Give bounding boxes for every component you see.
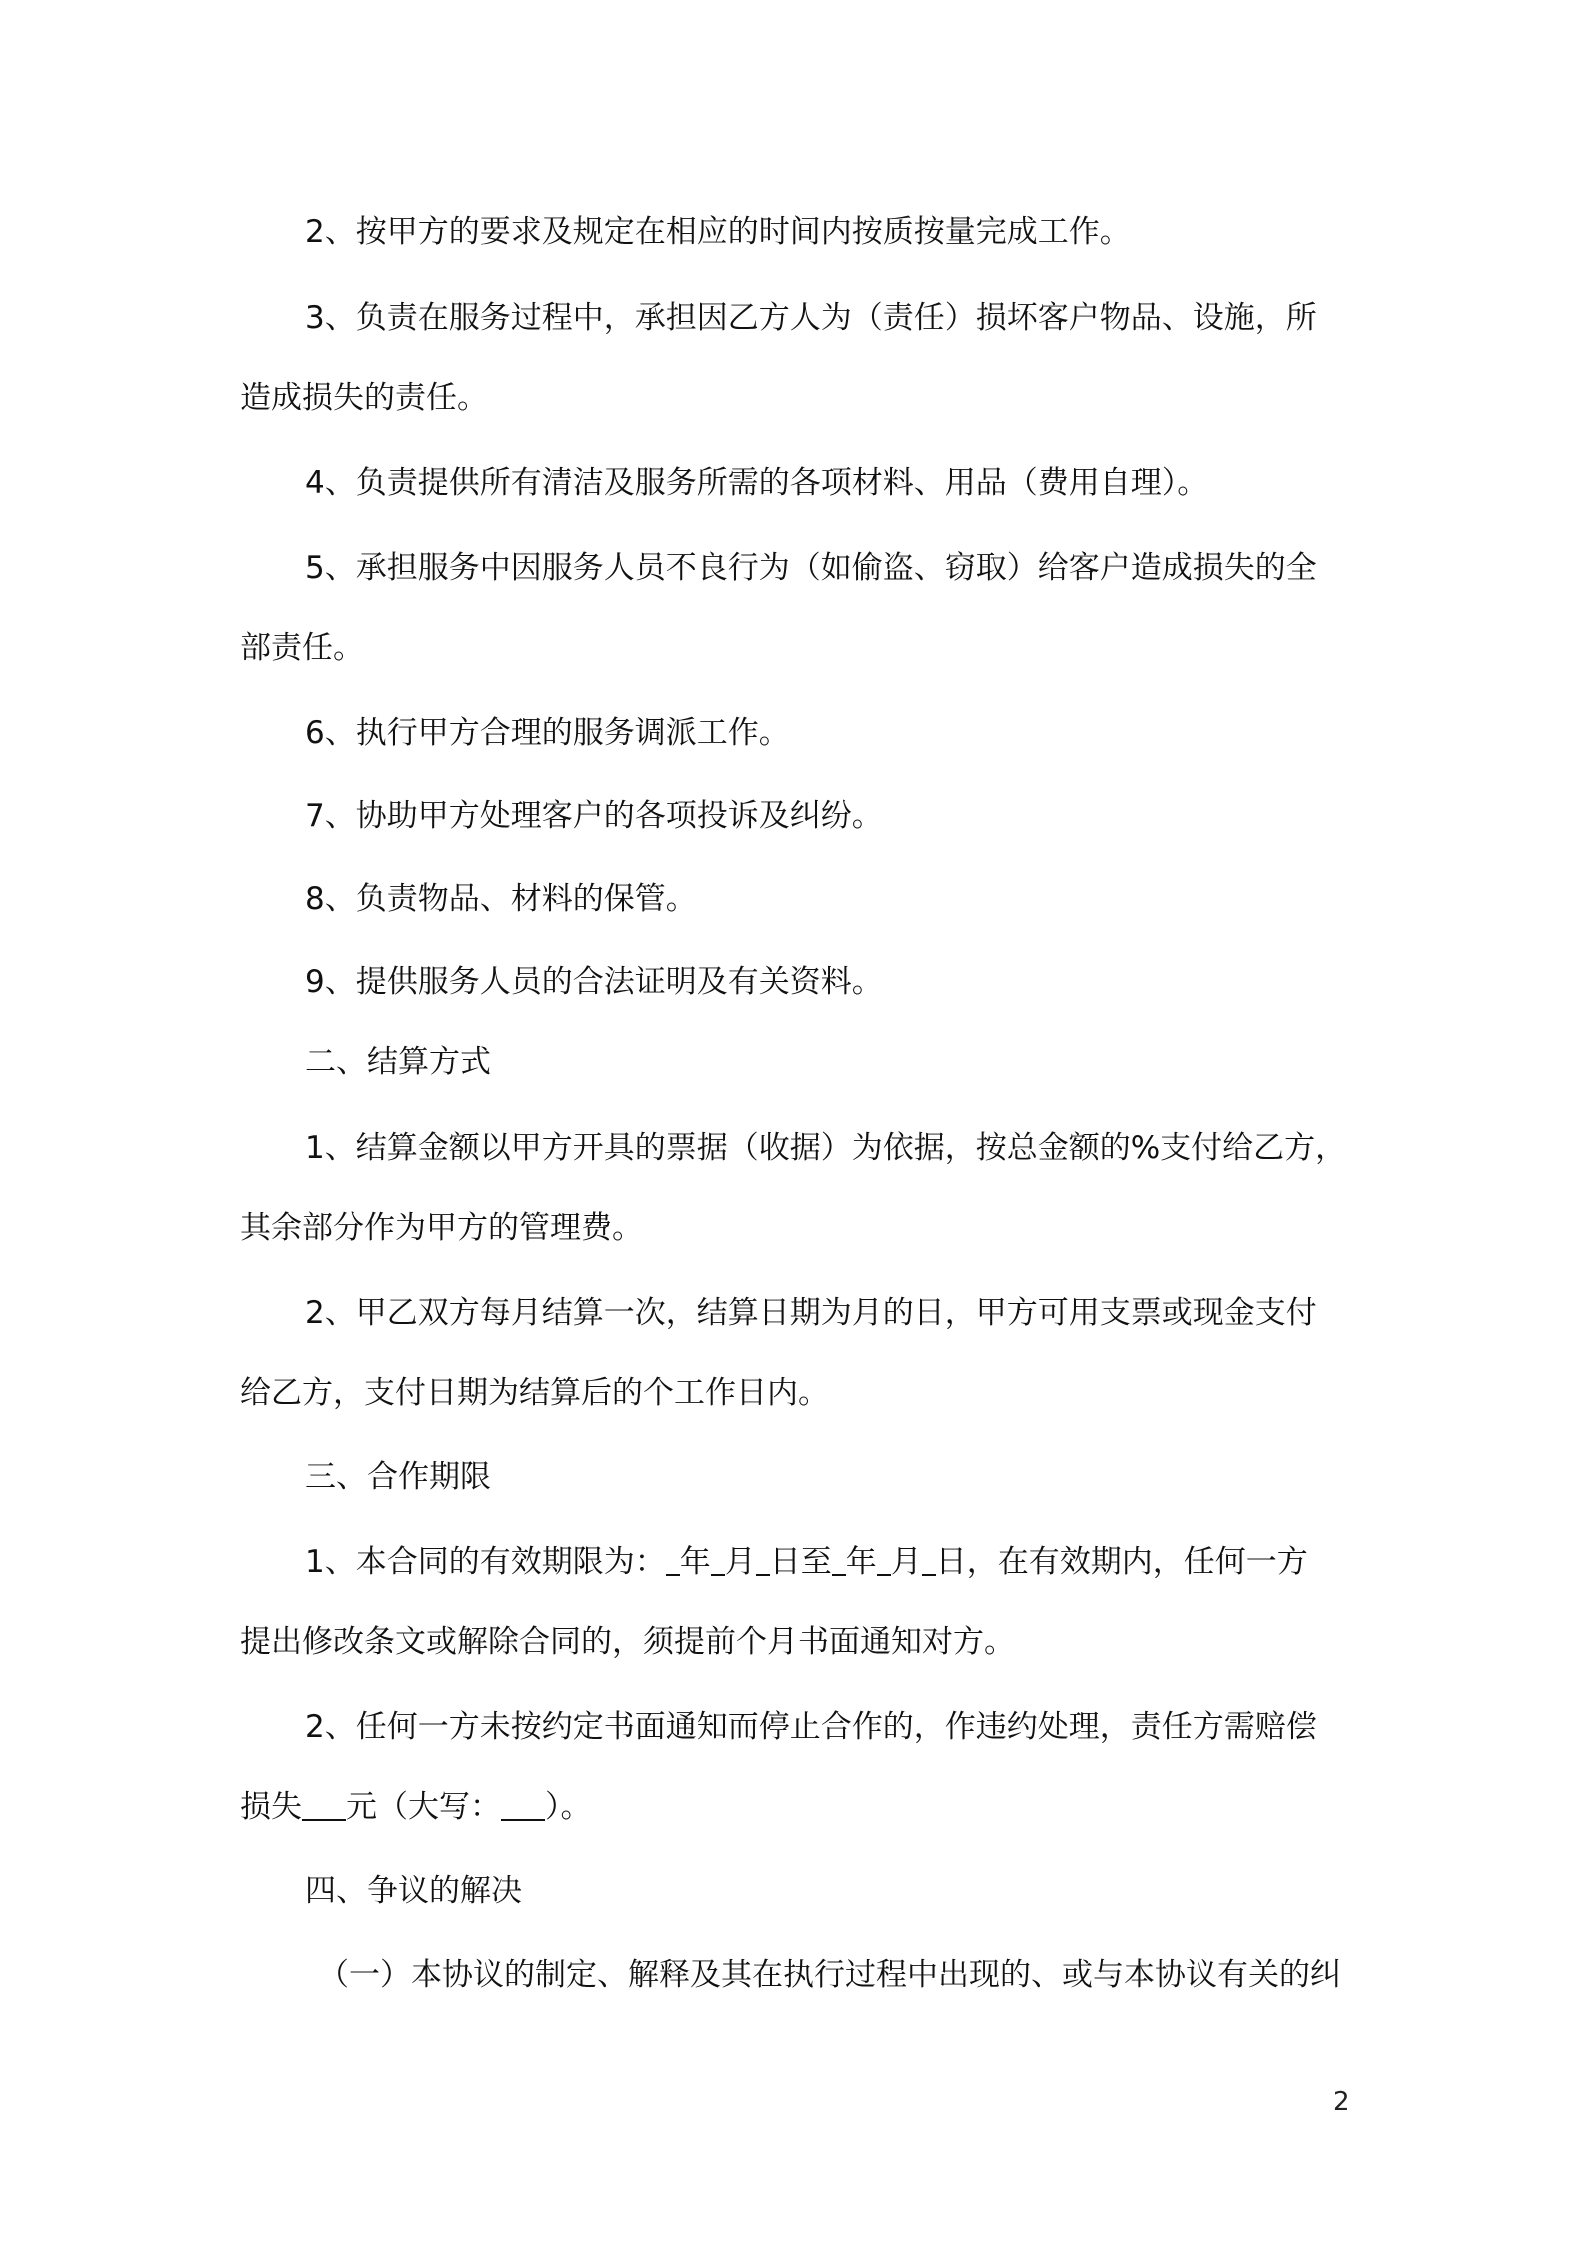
clause-9-credentials: 9、提供服务人员的合法证明及有关资料。 [305, 964, 883, 1000]
clause-5-misconduct-line2: 部责任。 [240, 630, 364, 666]
section-3-heading: 三、合作期限 [305, 1459, 491, 1495]
settlement-clause-2-line2: 给乙方，支付日期为结算后的个工作日内。 [240, 1375, 829, 1411]
year-label: 年 [679, 1544, 711, 1580]
blank-line [666, 1544, 680, 1576]
settlement-clause-1-line2: 其余部分作为甲方的管理费。 [240, 1210, 643, 1246]
settlement-clause-1-line1: 1、结算金额以甲方开具的票据（收据）为依据，按总金额的%支付给乙方， [305, 1130, 1347, 1166]
dispute-clause-1-line1: （一）本协议的制定、解释及其在执行过程中出现的、或与本协议有关的纠 [318, 1957, 1341, 1993]
amount-blank [302, 1789, 346, 1821]
section-2-heading: 二、结算方式 [305, 1044, 491, 1080]
section-4-heading: 四、争议的解决 [305, 1873, 522, 1909]
blank-line [832, 1544, 846, 1576]
term-clause-1-line2: 提出修改条文或解除合同的，须提前个月书面通知对方。 [240, 1624, 1015, 1660]
month-label: 月 [724, 1544, 756, 1580]
clause-8-custody: 8、负责物品、材料的保管。 [305, 881, 697, 917]
clause-3-damage-line1: 3、负责在服务过程中，承担因乙方人为（责任）损坏客户物品、设施，所 [305, 300, 1317, 336]
blank-line [711, 1544, 725, 1576]
loss-label: 损失 [240, 1789, 302, 1825]
capital-amount-blank [501, 1789, 545, 1821]
settlement-clause-2-line1: 2、甲乙双方每月结算一次，结算日期为月的日，甲方可用支票或现金支付 [305, 1295, 1317, 1331]
blank-line [756, 1544, 770, 1576]
clause-3-damage-line2: 造成损失的责任。 [240, 380, 488, 416]
page-number: 2 [1333, 2087, 1350, 2117]
day-to-label: 日至 [769, 1544, 832, 1580]
blank-line [877, 1544, 891, 1576]
term-clause-2-line2 [240, 1787, 1360, 1827]
yuan-capital-label: 元（大写： [346, 1789, 501, 1825]
clause-5-misconduct-line1: 5、承担服务中因服务人员不良行为（如偷盗、窃取）给客户造成损失的全 [305, 550, 1317, 586]
term-tail-text: 日，在有效期内，任何一方 [935, 1544, 1308, 1580]
term-clause-2-line1: 2、任何一方未按约定书面通知而停止合作的，作违约处理，责任方需赔偿 [305, 1709, 1317, 1745]
clause-2-quality: 2、按甲方的要求及规定在相应的时间内按质按量完成工作。 [305, 214, 1131, 250]
term-lead-text: 1、本合同的有效期限为： [305, 1544, 666, 1580]
blank-line [922, 1544, 936, 1576]
year-label: 年 [845, 1544, 877, 1580]
term-clause-1-line1 [305, 1542, 1425, 1582]
closing-text: ）。 [545, 1789, 592, 1825]
clause-7-complaints: 7、协助甲方处理客户的各项投诉及纠纷。 [305, 798, 883, 834]
clause-4-materials: 4、负责提供所有清洁及服务所需的各项材料、用品（费用自理）。 [305, 465, 1209, 501]
month-label: 月 [890, 1544, 922, 1580]
clause-6-dispatch: 6、执行甲方合理的服务调派工作。 [305, 715, 790, 751]
